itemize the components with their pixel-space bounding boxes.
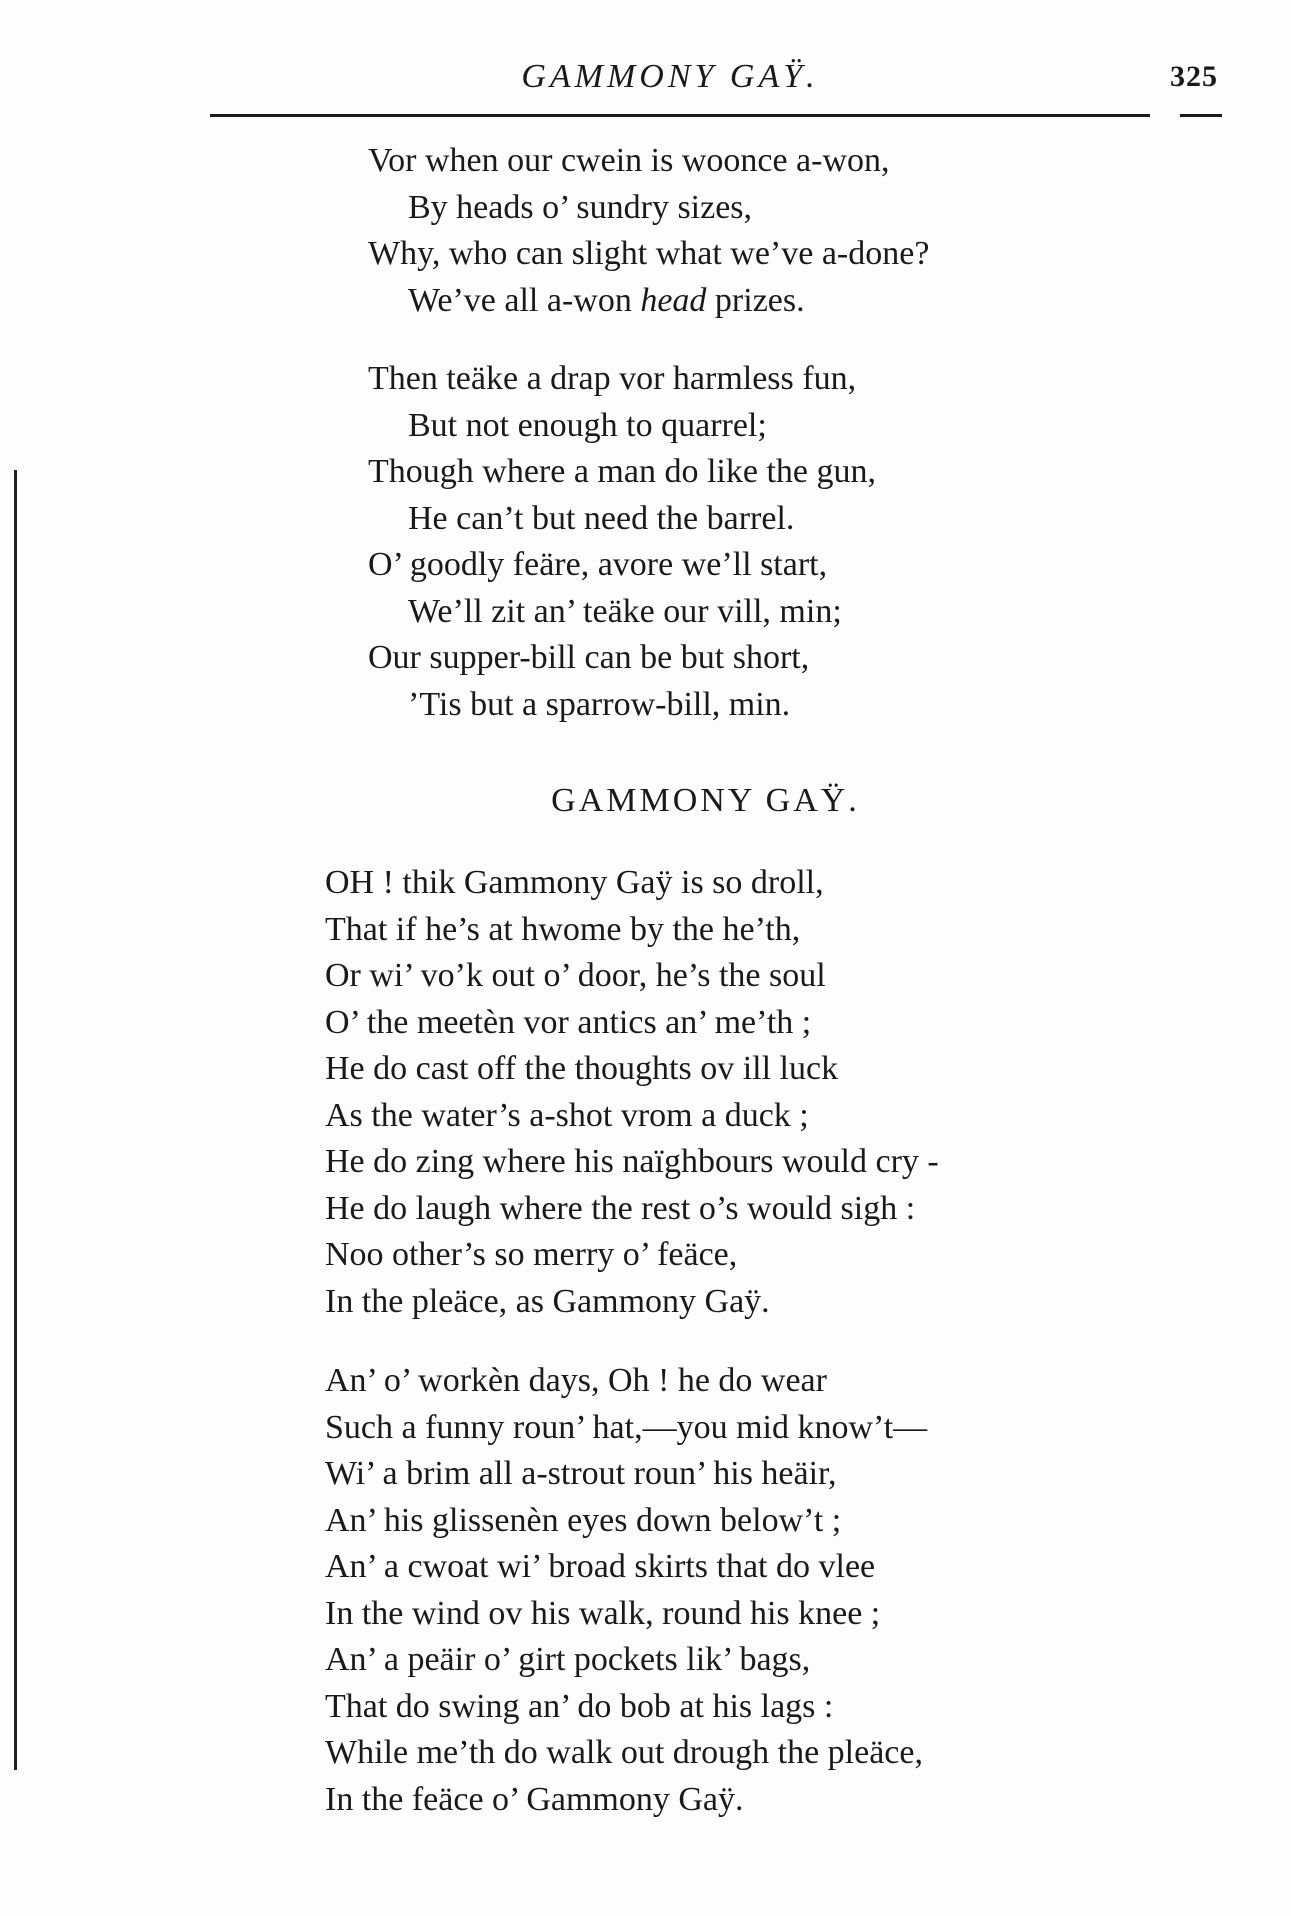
previous-poem-stanza-2	[368, 356, 876, 728]
verse-line: While me’th do walk out drough the pleäce,	[325, 1734, 923, 1771]
verse-line: An’ his glissenèn eyes down below’t ;	[325, 1501, 842, 1539]
previous-poem-stanza-1	[368, 138, 929, 324]
poem-title: GAMMONY GAŸ.	[551, 782, 860, 819]
verse-line: An’ o’ workèn days, Oh ! he do wear	[325, 1362, 827, 1399]
verse-line: He do laugh where the rest o’s would sigh :	[325, 1189, 916, 1227]
verse-line: In the wind ov his walk, round his knee ;	[325, 1594, 881, 1632]
verse-line: Our supper-bill can be but short,	[368, 639, 810, 676]
verse-line: We’ll zit an’ teäke our vill, min;	[408, 592, 842, 630]
verse-line: He do cast off the thoughts ov ill luck	[325, 1050, 839, 1087]
margin-binding-mark	[14, 470, 17, 1770]
verse-line: Why, who can slight what we’ve a-done?	[368, 235, 930, 272]
verse-line: Such a funny roun’ hat,—you mid know’t—	[325, 1408, 928, 1446]
verse-line: OH ! thik Gammony Gaÿ is so droll,	[325, 864, 824, 901]
verse-line: He do zing where his naïghbours would cry -	[325, 1143, 939, 1180]
verse-line: That if he’s at hwome by the he’th,	[325, 910, 801, 948]
header-rule-short	[1180, 114, 1222, 117]
verse-line: As the water’s a-shot vrom a duck ;	[325, 1096, 809, 1134]
running-title: GAMMONY GAŸ.	[521, 58, 819, 95]
verse-emphasis: head	[640, 281, 707, 319]
verse-line: Though where a man do like the gun,	[368, 453, 876, 490]
running-head	[0, 52, 1291, 102]
verse-line: In the pleäce, as Gammony Gaÿ.	[325, 1282, 770, 1320]
verse-line: O’ goodly feäre, avore we’ll start,	[368, 546, 828, 583]
verse-line: Noo other’s so merry o’ feäce,	[325, 1236, 738, 1273]
header-rule	[210, 114, 1150, 117]
verse-line: That do swing an’ do bob at his lags :	[325, 1687, 834, 1725]
verse-line: O’ the meetèn vor antics an’ me’th ;	[325, 1003, 812, 1041]
poem-stanza-2	[325, 1358, 927, 1823]
verse-line: ’Tis but a sparrow-bill, min.	[408, 685, 791, 723]
verse-line: An’ a peäir o’ girt pockets lik’ bags,	[325, 1641, 811, 1678]
verse-line: Or wi’ vo’k out o’ door, he’s the soul	[325, 957, 826, 994]
page-number: 325	[1170, 60, 1218, 93]
verse-line: By heads o’ sundry sizes,	[408, 188, 753, 226]
verse-line: In the feäce o’ Gammony Gaÿ.	[325, 1780, 744, 1818]
poem-stanza-1	[325, 860, 939, 1325]
verse-line	[368, 278, 929, 325]
verse-text: prizes.	[706, 281, 805, 319]
verse-line: But not enough to quarrel;	[408, 406, 767, 444]
verse-line: Wi’ a brim all a-strout roun’ his heäir,	[325, 1455, 837, 1492]
verse-line: An’ a cwoat wi’ broad skirts that do vlee	[325, 1548, 876, 1585]
verse-line: Then teäke a drap vor harmless fun,	[368, 360, 857, 397]
verse-line: Vor when our cwein is woonce a-won,	[368, 142, 890, 179]
verse-text: We’ve all a-won	[408, 281, 641, 319]
verse-line: He can’t but need the barrel.	[408, 499, 795, 537]
